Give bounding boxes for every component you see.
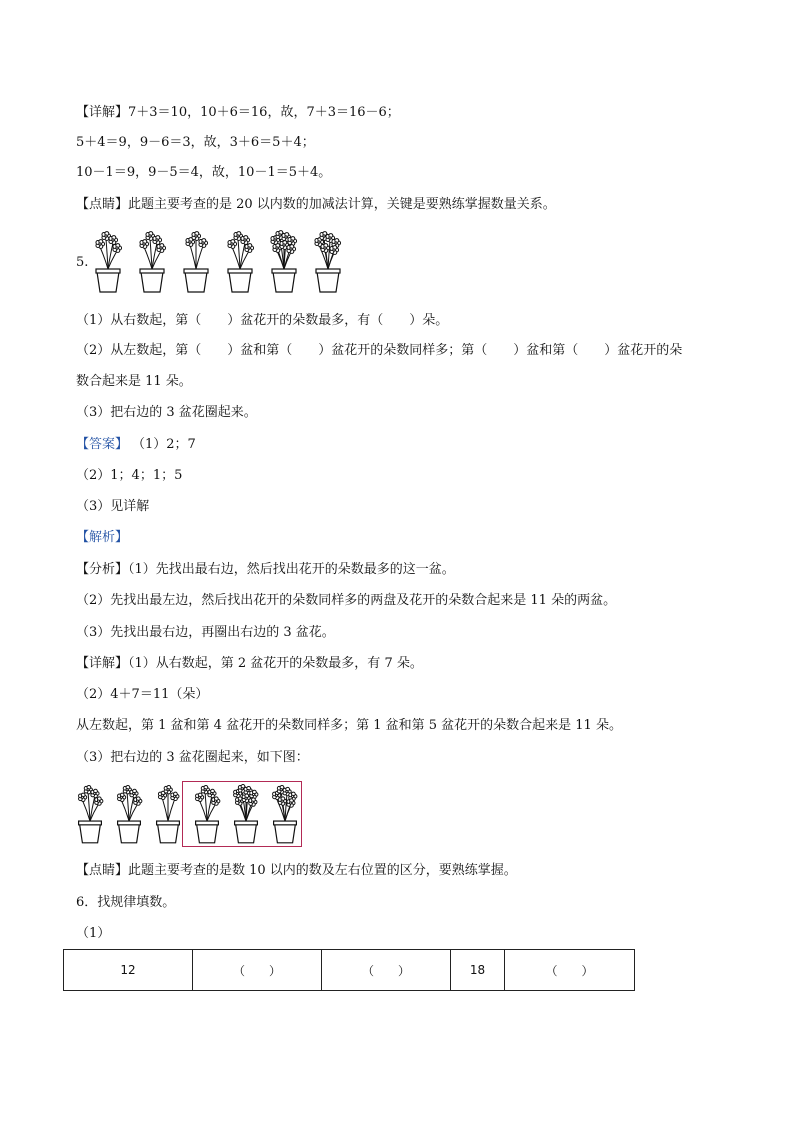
circle-box [182, 781, 302, 847]
answer-2: （2）1；4；1；5 [76, 468, 183, 483]
detail-2: （2）4＋7＝11（朵） [76, 687, 209, 702]
flower-pot [271, 231, 297, 292]
flower-pot [140, 232, 166, 292]
flower-pots-image [92, 230, 342, 294]
flower-pot [118, 785, 142, 842]
detail-1: 【详解】（1）从右数起，第 2 盆花开的朵数最多，有 7 朵。 [76, 656, 423, 671]
analysis-1: 【分析】（1）先找出最右边，然后找出花开的朵数最多的这一盆。 [76, 562, 455, 577]
table-cell: （ ） [505, 950, 635, 991]
detail-line-3: 10－1＝9，9－5＝4，故，10－1＝5＋4。 [76, 165, 332, 180]
flower-pot [184, 232, 208, 292]
q5-part-2b: 数合起来是 11 朵。 [76, 374, 192, 389]
question-5-number: 5. [76, 255, 89, 270]
analysis-2: （2）先找出最左边，然后找出花开的朵数同样多的两盘及花开的朵数合起来是 11 朵的两盆。 [76, 593, 617, 608]
flower-pot [96, 232, 122, 292]
detail-3: （3）把右边的 3 盆花圈起来，如下图： [76, 750, 309, 765]
detail-line-1: 【详解】7＋3＝10，10＋6＝16，故，7＋3＝16－6； [76, 105, 400, 120]
flower-pot [315, 232, 341, 292]
sequence-table [63, 949, 635, 991]
answer-tag: 【答案】 [76, 437, 129, 452]
key-point-line: 【点睛】此题主要考查的是 20 以内数的加减法计算，关键是要熟练掌握数量关系。 [76, 197, 556, 212]
answer-1: （1）2；7 [132, 437, 196, 452]
detail-line-2: 5＋4＝9，9－6＝3，故，3＋6＝5＋4； [76, 135, 315, 150]
analysis-3: （3）先找出最右边，再圈出右边的 3 盆花。 [76, 625, 335, 640]
table-cell: （ ） [193, 950, 322, 991]
flower-pots-row [92, 230, 342, 294]
table-cell: 18 [451, 950, 505, 991]
question-6-part-1: （1） [76, 926, 111, 941]
table-row [64, 950, 635, 991]
flower-pot [228, 232, 254, 292]
table-cell: （ ） [322, 950, 451, 991]
analysis-tag: 【解析】 [76, 530, 129, 545]
answer-3: （3）见详解 [76, 499, 150, 514]
flower-pot [79, 785, 103, 842]
detail-2b: 从左数起，第 1 盆和第 4 盆花开的朵数同样多；第 1 盆和第 5 盆花开的朵数合起来是 11 朵。 [76, 718, 622, 733]
flower-pot [157, 785, 180, 842]
key-point-2: 【点睛】此题主要考查的是数 10 以内的数及左右位置的区分，要熟练掌握。 [76, 863, 517, 878]
question-6: 6．找规律填数。 [76, 895, 176, 910]
table-cell: 12 [64, 950, 193, 991]
q5-part-1: （1）从右数起，第（ ）盆花开的朵数最多，有（ ）朵。 [76, 313, 449, 328]
q5-part-3: （3）把右边的 3 盆花圈起来。 [76, 405, 257, 420]
q5-part-2a: （2）从左数起，第（ ）盆和第（ ）盆花开的朵数同样多；第（ ）盆和第（ ）盆花开的朵 [76, 343, 683, 358]
